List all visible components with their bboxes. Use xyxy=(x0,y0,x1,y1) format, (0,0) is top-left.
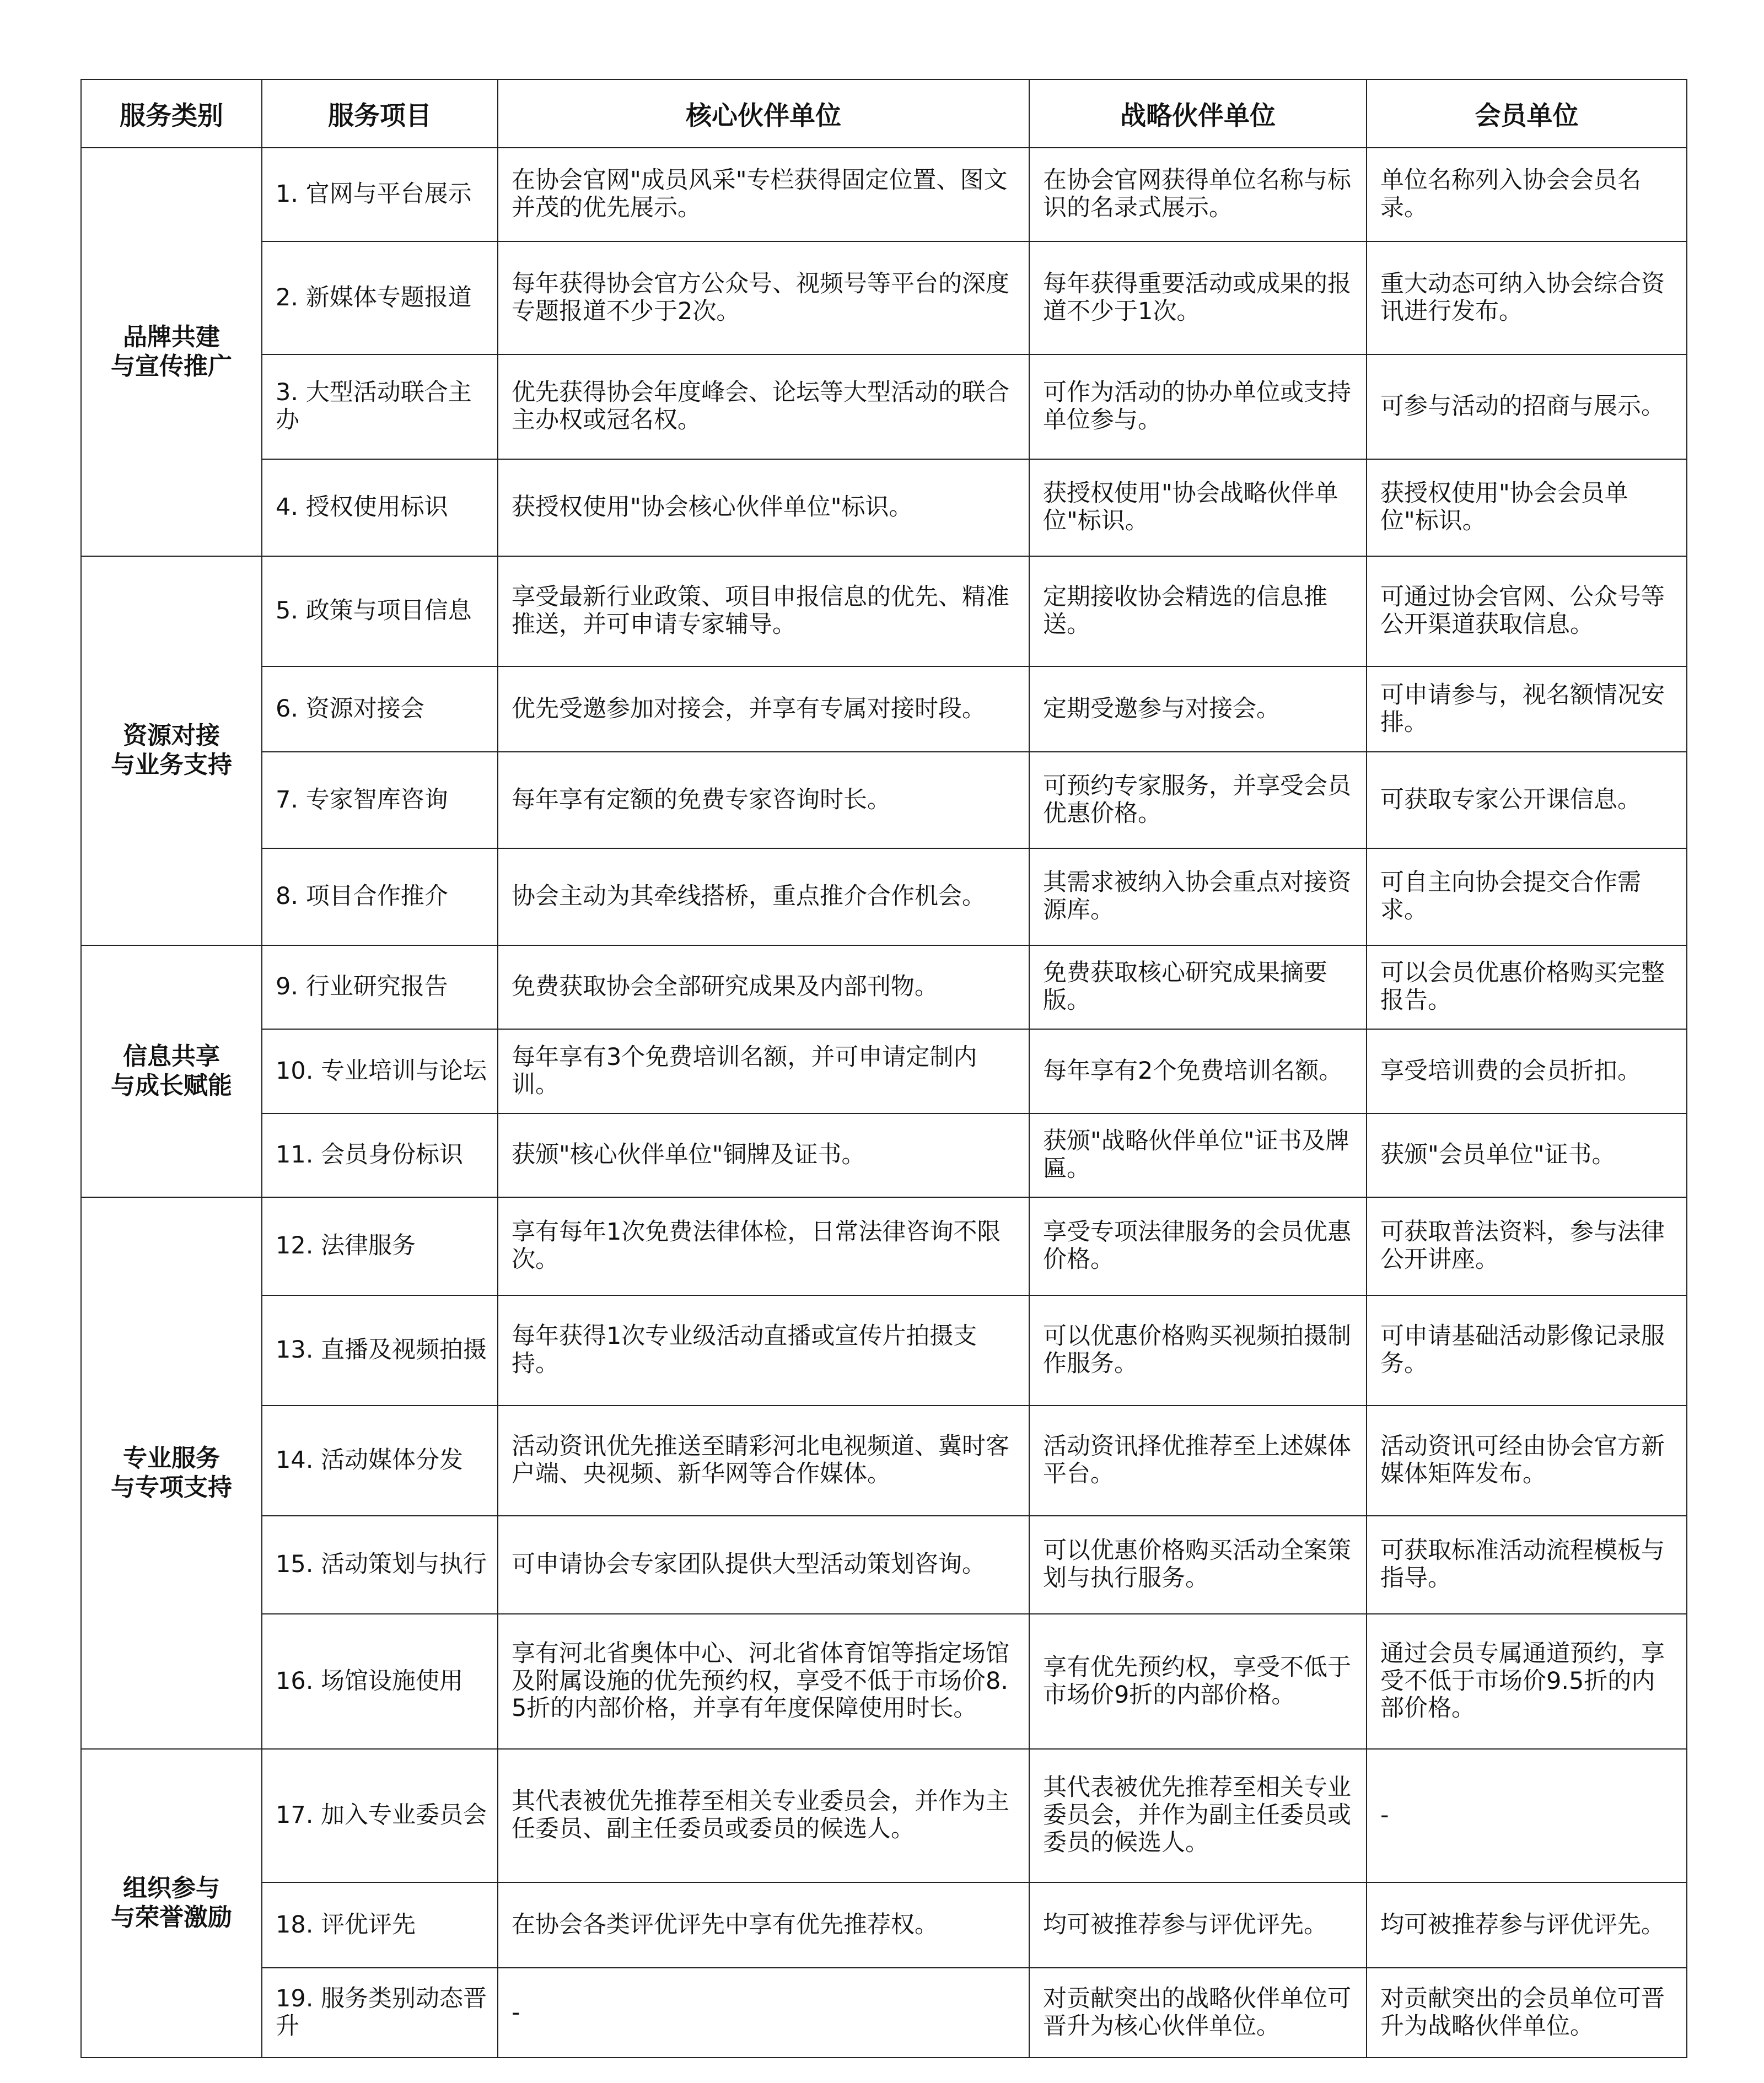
category-label: 与宣传推广 xyxy=(111,352,232,380)
table-row xyxy=(81,148,1687,241)
header-service-category: 服务类别 xyxy=(81,79,262,148)
strategic-partner-cell: 每年享有2个免费培训名额。 xyxy=(1029,1029,1367,1113)
header-row xyxy=(81,79,1687,148)
core-partner-cell: 每年获得协会官方公众号、视频号等平台的深度专题报道不少于2次。 xyxy=(498,241,1029,354)
core-partner-cell: 享有河北省奥体中心、河北省体育馆等指定场馆及附属设施的优先预约权，享受不低于市场价8.5折的内部价格，并享有年度保障使用时长。 xyxy=(498,1614,1029,1749)
table-row xyxy=(81,1113,1687,1197)
member-unit-cell: 获授权使用"协会会员单位"标识。 xyxy=(1367,459,1687,556)
core-partner-cell: 每年获得1次专业级活动直播或宣传片拍摄支持。 xyxy=(498,1295,1029,1406)
table-row xyxy=(81,848,1687,945)
table-row xyxy=(81,666,1687,752)
core-partner-cell: 协会主动为其牵线搭桥，重点推介合作机会。 xyxy=(498,848,1029,945)
service-item-cell: 3. 大型活动联合主办 xyxy=(262,354,498,459)
table-row xyxy=(81,1516,1687,1614)
service-item-cell: 11. 会员身份标识 xyxy=(262,1113,498,1197)
strategic-partner-cell: 获颁"战略伙伴单位"证书及牌匾。 xyxy=(1029,1113,1367,1197)
category-cell xyxy=(81,1749,262,2058)
strategic-partner-cell: 每年获得重要活动或成果的报道不少于1次。 xyxy=(1029,241,1367,354)
table-row xyxy=(81,945,1687,1029)
core-partner-cell: 在协会各类评优评先中享有优先推荐权。 xyxy=(498,1882,1029,1968)
member-unit-cell: 享受培训费的会员折扣。 xyxy=(1367,1029,1687,1113)
header-strategic-partner: 战略伙伴单位 xyxy=(1029,79,1367,148)
core-partner-cell: 优先受邀参加对接会，并享有专属对接时段。 xyxy=(498,666,1029,752)
strategic-partner-cell: 可作为活动的协办单位或支持单位参与。 xyxy=(1029,354,1367,459)
core-partner-cell: 享受最新行业政策、项目申报信息的优先、精准推送，并可申请专家辅导。 xyxy=(498,556,1029,666)
service-item-cell: 10. 专业培训与论坛 xyxy=(262,1029,498,1113)
service-item-cell: 19. 服务类别动态晋升 xyxy=(262,1968,498,2058)
strategic-partner-cell: 均可被推荐参与评优评先。 xyxy=(1029,1882,1367,1968)
service-item-cell: 15. 活动策划与执行 xyxy=(262,1516,498,1614)
service-comparison-table xyxy=(80,79,1687,2058)
table-row xyxy=(81,1882,1687,1968)
member-unit-cell: 获颁"会员单位"证书。 xyxy=(1367,1113,1687,1197)
core-partner-cell: 获颁"核心伙伴单位"铜牌及证书。 xyxy=(498,1113,1029,1197)
member-unit-cell: 均可被推荐参与评优评先。 xyxy=(1367,1882,1687,1968)
member-unit-cell: 可通过协会官网、公众号等公开渠道获取信息。 xyxy=(1367,556,1687,666)
service-item-cell: 13. 直播及视频拍摄 xyxy=(262,1295,498,1406)
table-row xyxy=(81,459,1687,556)
category-label: 信息共享 xyxy=(123,1042,220,1070)
table-row xyxy=(81,1029,1687,1113)
strategic-partner-cell: 可以优惠价格购买活动全案策划与执行服务。 xyxy=(1029,1516,1367,1614)
strategic-partner-cell: 定期受邀参与对接会。 xyxy=(1029,666,1367,752)
header-core-partner: 核心伙伴单位 xyxy=(498,79,1029,148)
member-unit-cell: 可申请基础活动影像记录服务。 xyxy=(1367,1295,1687,1406)
core-partner-cell: - xyxy=(498,1968,1029,2058)
service-item-cell: 4. 授权使用标识 xyxy=(262,459,498,556)
table-body xyxy=(81,148,1687,2058)
category-cell xyxy=(81,556,262,945)
service-item-cell: 17. 加入专业委员会 xyxy=(262,1749,498,1882)
strategic-partner-cell: 免费获取核心研究成果摘要版。 xyxy=(1029,945,1367,1029)
table-row xyxy=(81,1406,1687,1516)
core-partner-cell: 每年享有3个免费培训名额，并可申请定制内训。 xyxy=(498,1029,1029,1113)
category-label: 专业服务 xyxy=(123,1444,220,1472)
service-item-cell: 9. 行业研究报告 xyxy=(262,945,498,1029)
strategic-partner-cell: 获授权使用"协会战略伙伴单位"标识。 xyxy=(1029,459,1367,556)
member-unit-cell: 可申请参与，视名额情况安排。 xyxy=(1367,666,1687,752)
table-row xyxy=(81,354,1687,459)
core-partner-cell: 获授权使用"协会核心伙伴单位"标识。 xyxy=(498,459,1029,556)
core-partner-cell: 享有每年1次免费法律体检，日常法律咨询不限次。 xyxy=(498,1197,1029,1295)
strategic-partner-cell: 在协会官网获得单位名称与标识的名录式展示。 xyxy=(1029,148,1367,241)
member-unit-cell: 重大动态可纳入协会综合资讯进行发布。 xyxy=(1367,241,1687,354)
strategic-partner-cell: 可以优惠价格购买视频拍摄制作服务。 xyxy=(1029,1295,1367,1406)
category-label: 与荣誉激励 xyxy=(111,1903,232,1931)
table-row xyxy=(81,1968,1687,2058)
member-unit-cell: 活动资讯可经由协会官方新媒体矩阵发布。 xyxy=(1367,1406,1687,1516)
service-item-cell: 7. 专家智库咨询 xyxy=(262,752,498,848)
member-unit-cell: 单位名称列入协会会员名录。 xyxy=(1367,148,1687,241)
strategic-partner-cell: 享受专项法律服务的会员优惠价格。 xyxy=(1029,1197,1367,1295)
service-item-cell: 8. 项目合作推介 xyxy=(262,848,498,945)
category-cell xyxy=(81,945,262,1197)
table-row xyxy=(81,1295,1687,1406)
core-partner-cell: 在协会官网"成员风采"专栏获得固定位置、图文并茂的优先展示。 xyxy=(498,148,1029,241)
table-row xyxy=(81,556,1687,666)
category-cell xyxy=(81,148,262,556)
category-cell xyxy=(81,1197,262,1749)
core-partner-cell: 免费获取协会全部研究成果及内部刊物。 xyxy=(498,945,1029,1029)
member-unit-cell: 对贡献突出的会员单位可晋升为战略伙伴单位。 xyxy=(1367,1968,1687,2058)
strategic-partner-cell: 其代表被优先推荐至相关专业委员会，并作为副主任委员或委员的候选人。 xyxy=(1029,1749,1367,1882)
category-label: 品牌共建 xyxy=(123,322,220,351)
strategic-partner-cell: 对贡献突出的战略伙伴单位可晋升为核心伙伴单位。 xyxy=(1029,1968,1367,2058)
header-member-unit: 会员单位 xyxy=(1367,79,1687,148)
category-label: 资源对接 xyxy=(123,722,220,750)
category-label: 与业务支持 xyxy=(111,751,232,779)
member-unit-cell: 可参与活动的招商与展示。 xyxy=(1367,354,1687,459)
table-row xyxy=(81,1614,1687,1749)
member-unit-cell: 可获取标准活动流程模板与指导。 xyxy=(1367,1516,1687,1614)
service-item-cell: 6. 资源对接会 xyxy=(262,666,498,752)
category-label: 与专项支持 xyxy=(111,1473,232,1501)
core-partner-cell: 其代表被优先推荐至相关专业委员会，并作为主任委员、副主任委员或委员的候选人。 xyxy=(498,1749,1029,1882)
member-unit-cell: 可获取专家公开课信息。 xyxy=(1367,752,1687,848)
service-item-cell: 16. 场馆设施使用 xyxy=(262,1614,498,1749)
member-unit-cell: 通过会员专属通道预约，享受不低于市场价9.5折的内部价格。 xyxy=(1367,1614,1687,1749)
service-item-cell: 2. 新媒体专题报道 xyxy=(262,241,498,354)
category-label: 组织参与 xyxy=(123,1874,220,1903)
member-unit-cell: 可获取普法资料，参与法律公开讲座。 xyxy=(1367,1197,1687,1295)
header-service-item: 服务项目 xyxy=(262,79,498,148)
strategic-partner-cell: 定期接收协会精选的信息推送。 xyxy=(1029,556,1367,666)
table-row xyxy=(81,1749,1687,1882)
service-item-cell: 12. 法律服务 xyxy=(262,1197,498,1295)
category-label: 与成长赋能 xyxy=(111,1071,232,1100)
strategic-partner-cell: 活动资讯择优推荐至上述媒体平台。 xyxy=(1029,1406,1367,1516)
member-unit-cell: - xyxy=(1367,1749,1687,1882)
table-row xyxy=(81,752,1687,848)
table-row xyxy=(81,1197,1687,1295)
core-partner-cell: 优先获得协会年度峰会、论坛等大型活动的联合主办权或冠名权。 xyxy=(498,354,1029,459)
service-item-cell: 18. 评优评先 xyxy=(262,1882,498,1968)
core-partner-cell: 每年享有定额的免费专家咨询时长。 xyxy=(498,752,1029,848)
service-item-cell: 1. 官网与平台展示 xyxy=(262,148,498,241)
member-unit-cell: 可自主向协会提交合作需求。 xyxy=(1367,848,1687,945)
core-partner-cell: 可申请协会专家团队提供大型活动策划咨询。 xyxy=(498,1516,1029,1614)
strategic-partner-cell: 其需求被纳入协会重点对接资源库。 xyxy=(1029,848,1367,945)
service-item-cell: 14. 活动媒体分发 xyxy=(262,1406,498,1516)
strategic-partner-cell: 可预约专家服务，并享受会员优惠价格。 xyxy=(1029,752,1367,848)
table-row xyxy=(81,241,1687,354)
strategic-partner-cell: 享有优先预约权，享受不低于市场价9折的内部价格。 xyxy=(1029,1614,1367,1749)
service-item-cell: 5. 政策与项目信息 xyxy=(262,556,498,666)
core-partner-cell: 活动资讯优先推送至睛彩河北电视频道、冀时客户端、央视频、新华网等合作媒体。 xyxy=(498,1406,1029,1516)
member-unit-cell: 可以会员优惠价格购买完整报告。 xyxy=(1367,945,1687,1029)
